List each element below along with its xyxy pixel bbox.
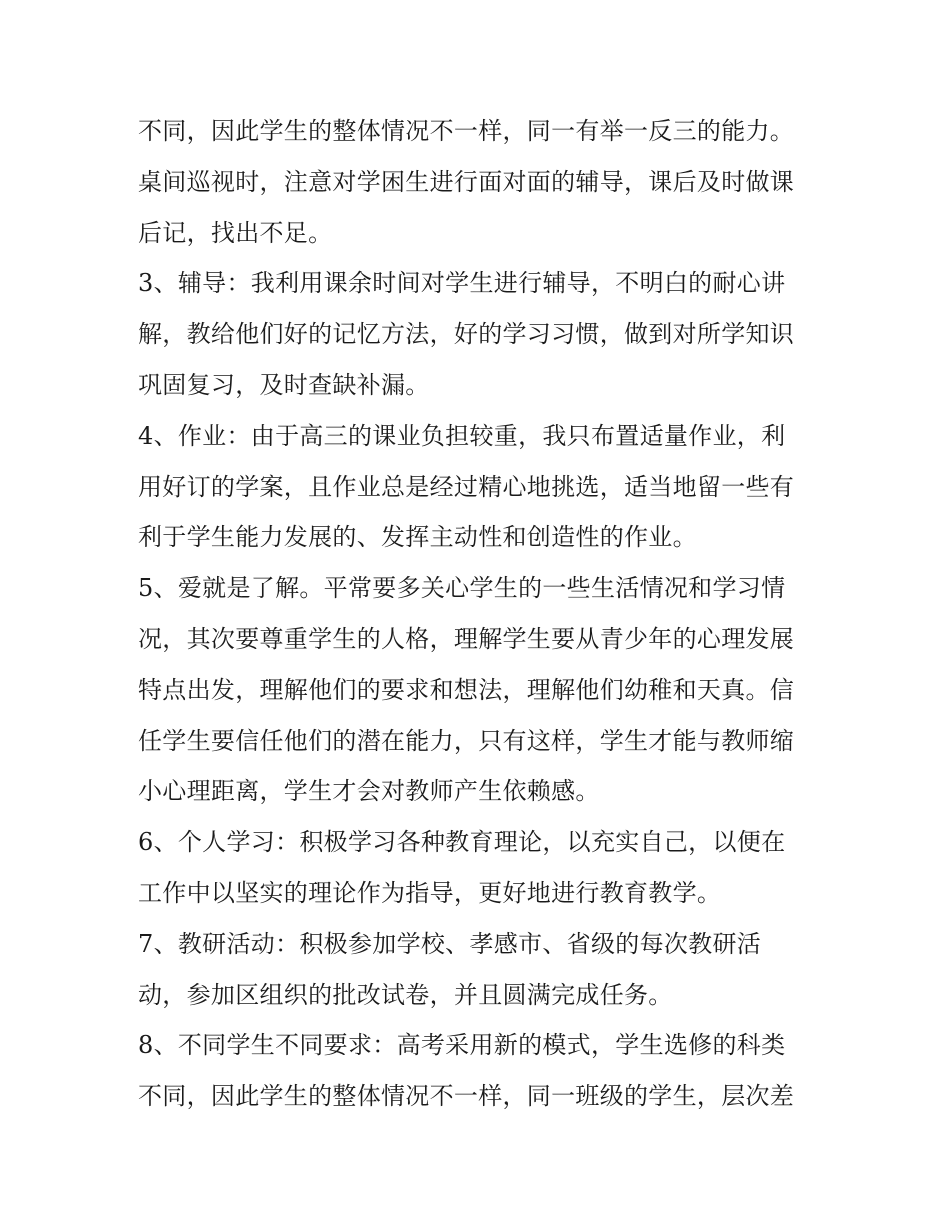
text-line: 不同，因此学生的整体情况不一样，同一班级的学生，层次差 [138,1082,795,1111]
text-line: 解，教给他们好的记忆方法，好的学习习惯，做到对所学知识 [138,320,795,349]
text-line: 后记，找出不足。 [138,218,333,247]
text-line: 任学生要信任他们的潜在能力，只有这样，学生才能与教师缩 [138,726,795,755]
text-line: 7、教研活动：积极参加学校、孝感市、省级的每次教研活 [138,929,762,958]
text-line: 桌间巡视时，注意对学困生进行面对面的辅导，课后及时做课 [138,167,795,196]
text-line: 小心理距离，学生才会对教师产生依赖感。 [138,777,600,806]
text-line: 特点出发，理解他们的要求和想法，理解他们幼稚和天真。信 [138,675,795,704]
text-line: 5、爱就是了解。平常要多关心学生的一些生活情况和学习情 [138,574,786,603]
text-line: 用好订的学案，且作业总是经过精心地挑选，适当地留一些有 [138,472,795,501]
text-line: 巩固复习，及时查缺补漏。 [138,370,430,399]
text-line: 动，参加区组织的批改试卷，并且圆满完成任务。 [138,980,673,1009]
text-line: 利于学生能力发展的、发挥主动性和创造性的作业。 [138,523,697,552]
body-text [138,106,818,1122]
text-line: 3、辅导：我利用课余时间对学生进行辅导，不明白的耐心讲 [138,269,786,298]
text-line: 工作中以坚实的理论作为指导，更好地进行教育教学。 [138,878,722,907]
text-line: 不同，因此学生的整体情况不一样，同一有举一反三的能力。 [138,117,795,145]
text-line: 况，其次要尊重学生的人格，理解学生要从青少年的心理发展 [138,624,795,653]
text-line: 4、作业：由于高三的课业负担较重，我只布置适量作业，利 [138,421,786,450]
text-line: 8、不同学生不同要求：高考采用新的模式，学生选修的科类 [138,1031,786,1060]
text-line: 6、个人学习：积极学习各种教育理论，以充实自己，以便在 [138,828,786,857]
